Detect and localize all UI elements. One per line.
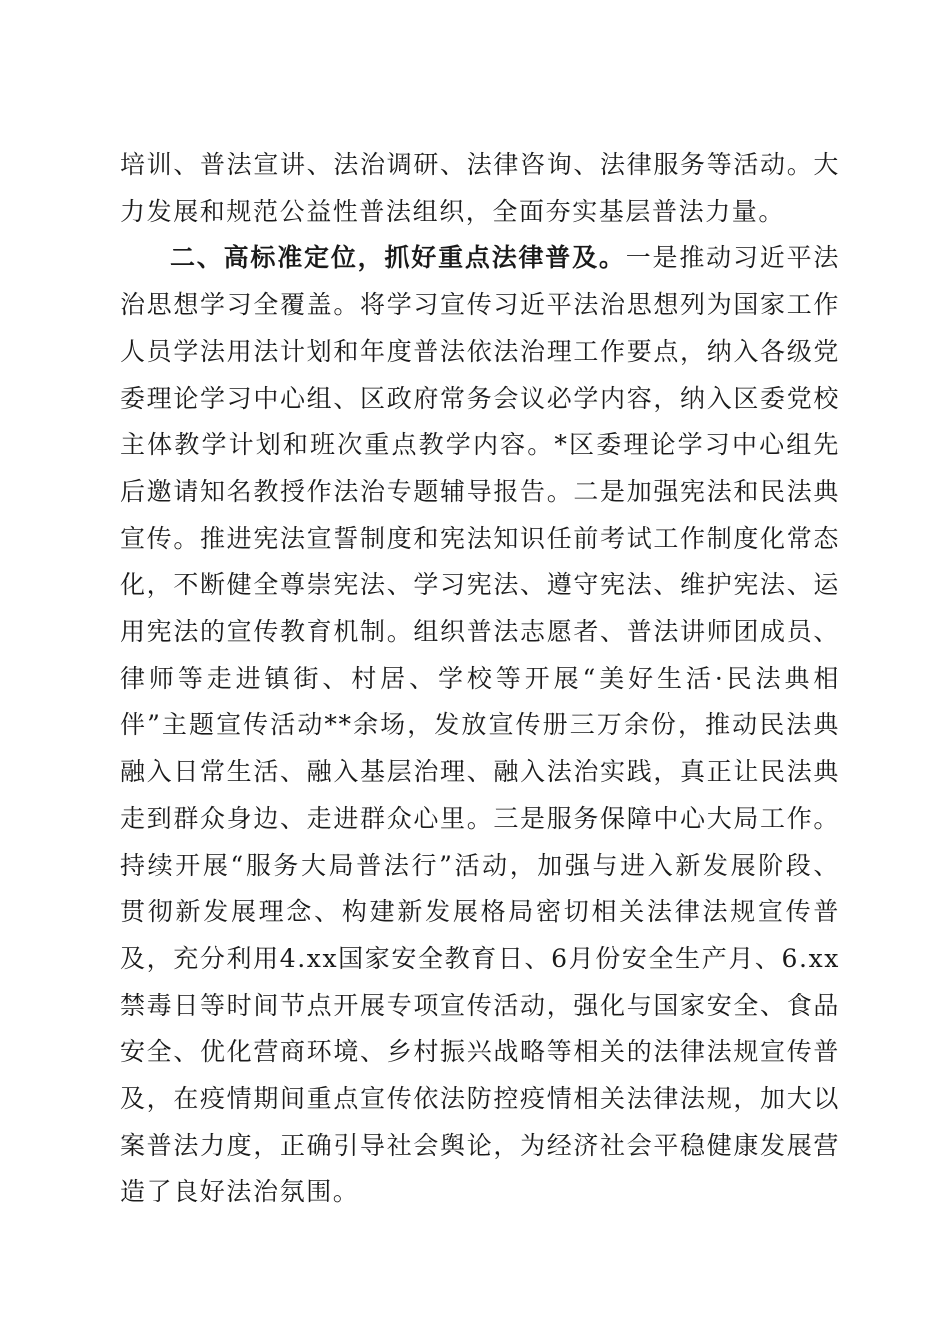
document-body (120, 142, 840, 1216)
section-heading: 二、高标准定位，抓好重点法律普及。 (170, 243, 626, 273)
paragraph-section-2 (120, 235, 840, 1216)
section-body: 一是推动习近平法治思想学习全覆盖。将学习宣传习近平法治思想列为国家工作人员学法用法计划和年度普法依法治理工作要点，纳入各级党委理论学习中心组、区政府常务会议必学内容，纳入区委党校主体教学计划和班次重点教学内容。*区委理论学习中心组先后邀请知名教授作法治专题辅导报告。二是加强宪法和民法典宣传。推进宪法宣誓制度和宪法知识任前考试工作制度化常态化，不断健全尊崇宪法、学习宪法、遵守宪法、维护宪法、运用宪法的宣传教育机制。组织普法志愿者、普法讲师团成员、律师等走进镇街、村居、学校等开展“美好生活·民法典相伴”主题宣传活动**余场，发放宣传册三万余份，推动民法典融入日常生活、融入基层治理、融入法治实践，真正让民法典走到群众身边、走进群众心里。三是服务保障中心大局工作。持续开展“服务大局普法行”活动，加强与进入新发展阶段、贯彻新发展理念、构建新发展格局密切相关法律法规宣传普及，充分利用4.xx国家安全教育日、6月份安全生产月、6.xx禁毒日等时间节点开展专项宣传活动，强化与国家安全、食品安全、优化营商环境、乡村振兴战略等相关的法律法规宣传普及，在疫情期间重点宣传依法防控疫情相关法律法规，加大以案普法力度，正确引导社会舆论，为经济社会平稳健康发展营造了良好法治氛围。 (120, 243, 840, 1207)
paragraph-continuation: 培训、普法宣讲、法治调研、法律咨询、法律服务等活动。大力发展和规范公益性普法组织，全面夯实基层普法力量。 (120, 150, 840, 226)
